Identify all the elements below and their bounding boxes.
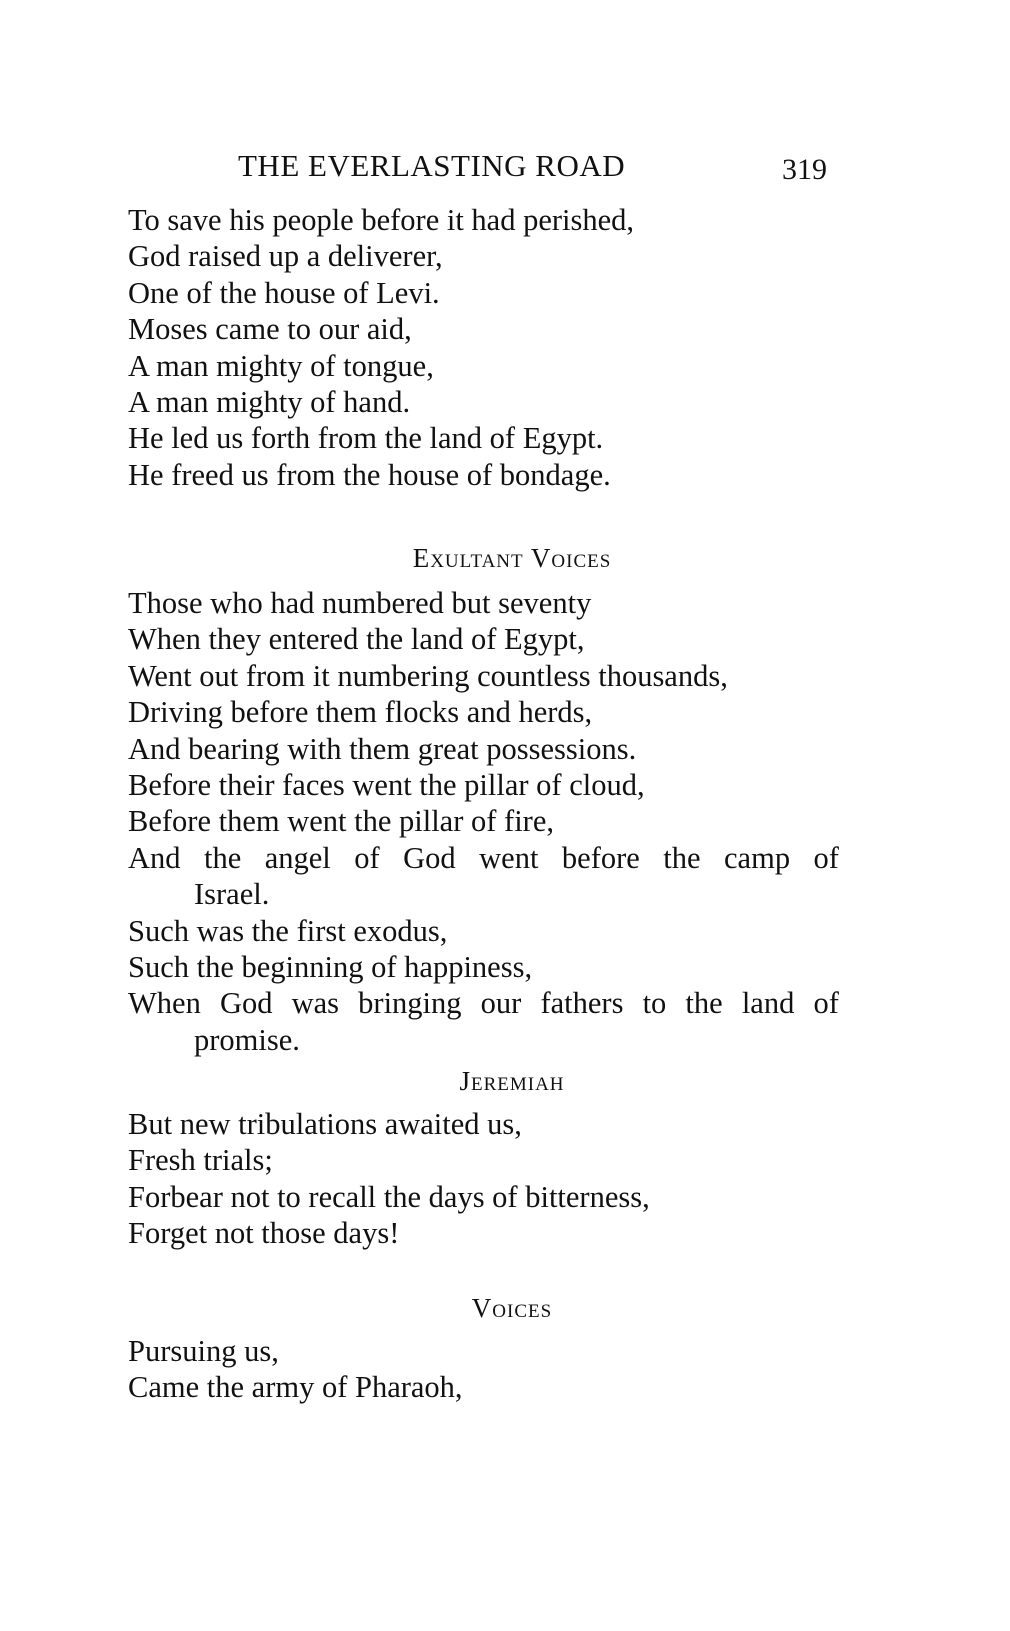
verse-word: God xyxy=(403,840,456,875)
verse-line: Before their faces went the pillar of cloud, xyxy=(128,767,645,802)
verse-word: bringing xyxy=(358,986,462,1021)
verse-word: fathers xyxy=(540,986,624,1021)
verse-line: He led us forth from the land of Egypt. xyxy=(128,421,604,456)
verse-word: of xyxy=(813,986,839,1021)
verse-word: went xyxy=(479,840,539,875)
speaker-heading-jeremiah: Jeremiah xyxy=(459,1066,565,1096)
running-title: THE EVERLASTING ROAD xyxy=(238,148,626,183)
verse-line: Pursuing us, xyxy=(128,1334,279,1368)
verse-word: the xyxy=(685,986,723,1021)
verse-word: the xyxy=(663,840,701,875)
verse-word: And xyxy=(128,840,181,875)
verse-line-justified xyxy=(128,985,839,1021)
verse-line-continuation: promise. xyxy=(194,1022,300,1057)
verse-word: before xyxy=(561,840,640,875)
verse-line: Such was the first exodus, xyxy=(128,913,448,948)
verse-line: A man mighty of hand. xyxy=(128,384,411,419)
verse-line: Forget not those days! xyxy=(128,1216,400,1251)
verse-line: Moses came to our aid, xyxy=(128,312,412,347)
page-number: 319 xyxy=(782,153,827,186)
verse-line: Before them went the pillar of fire, xyxy=(128,804,554,839)
verse-line: Driving before them flocks and herds, xyxy=(128,695,593,730)
verse-line: Went out from it numbering countless thousands, xyxy=(128,658,728,693)
verse-line: Those who had numbered but seventy xyxy=(128,586,592,620)
verse-line: When they entered the land of Egypt, xyxy=(128,622,585,657)
verse-line: To save his people before it had perished, xyxy=(128,203,635,237)
verse-line: Came the army of Pharaoh, xyxy=(128,1370,463,1405)
speaker-heading-voices: Voices xyxy=(471,1293,553,1323)
verse-word: God xyxy=(219,986,273,1021)
verse-block-exultant-voices xyxy=(128,585,848,1058)
verse-word: angel xyxy=(264,840,331,875)
verse-line: One of the house of Levi. xyxy=(128,275,440,310)
verse-block-voices xyxy=(128,1333,848,1406)
verse-block-jeremiah xyxy=(128,1106,848,1252)
verse-word: When xyxy=(128,986,201,1021)
verse-line: Such the beginning of happiness, xyxy=(128,949,533,984)
verse-word: to xyxy=(642,986,667,1021)
verse-line: A man mighty of tongue, xyxy=(128,348,434,383)
verse-line: He freed us from the house of bondage. xyxy=(128,457,611,492)
verse-line: And bearing with them great possessions. xyxy=(128,731,637,766)
verse-line: Forbear not to recall the days of bitterness, xyxy=(128,1179,650,1214)
verse-line-continuation: Israel. xyxy=(194,877,270,912)
verse-line-justified xyxy=(128,840,839,876)
speaker-heading-exultant-voices: Exultant Voices xyxy=(412,543,612,573)
verse-line: But new tribulations awaited us, xyxy=(128,1107,522,1141)
verse-line: Fresh trials; xyxy=(128,1143,273,1178)
verse-line: God raised up a deliverer, xyxy=(128,239,443,274)
verse-word: camp xyxy=(724,840,791,875)
verse-word: land xyxy=(741,986,795,1021)
verse-block-deliverer xyxy=(128,202,848,493)
verse-word: of xyxy=(354,840,380,875)
verse-word: our xyxy=(480,986,522,1021)
verse-word: the xyxy=(204,840,242,875)
verse-word: of xyxy=(813,840,839,875)
verse-word: was xyxy=(291,986,340,1021)
running-head xyxy=(0,146,1010,186)
